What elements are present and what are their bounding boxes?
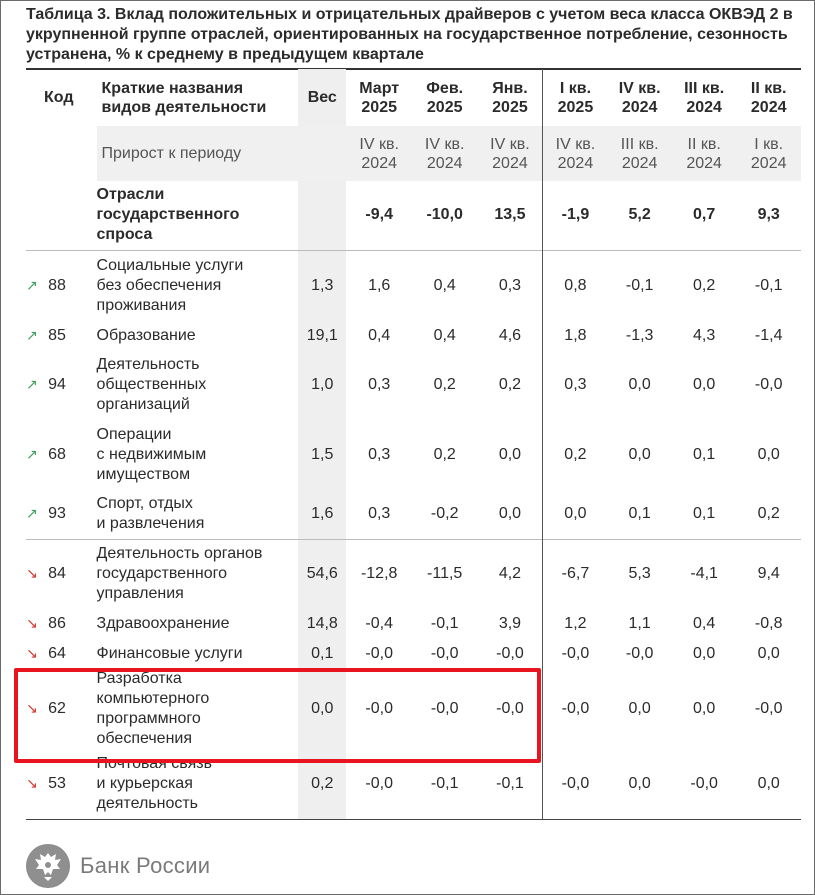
total-value: -1,9 [543,181,607,250]
header-period-line: 2024 [750,98,787,116]
row-value: -4,1 [672,539,736,609]
row-value: 0,1 [693,445,716,463]
row-weight: 1,0 [298,350,346,420]
arrow-up-right-icon: ↗ [26,376,38,392]
row-weight: 1,5 [298,420,346,489]
row-code: 94 [48,376,66,393]
row-value: -0,0 [496,700,524,717]
row-weight: 0,1 [298,639,346,669]
row-code: 84 [48,565,66,583]
row-value: 0,3 [477,250,543,321]
row-code: 62 [48,700,66,717]
row-value: 0,0 [607,749,671,819]
arrow-up-right-icon: ↗ [26,504,38,521]
row-name [97,749,299,819]
row-value: -0,0 [543,639,607,669]
row-value: 5,3 [607,539,671,609]
row-value: -0,0 [365,700,393,717]
row-weight: 14,8 [298,609,346,639]
row-value: -0,1 [607,250,671,321]
row-name-line: общественных [96,376,207,393]
row-code-cell [26,321,97,350]
subheader-base [477,126,543,181]
subheader-label: Прирост к периоду [97,126,299,181]
row-value: 1,2 [543,609,607,639]
header-period-line: Фев. [426,79,464,97]
header-period-line: IV кв. [618,79,661,97]
row-value: 0,3 [368,376,391,393]
row-value: 3,9 [498,615,522,632]
header-name-line: Краткие названия [101,79,244,97]
row-name [97,321,299,350]
row-value: -0,0 [672,749,736,819]
row-value: 0,2 [433,445,456,463]
row-code-cell [26,250,97,321]
row-value: 0,2 [757,504,780,522]
header-period [543,69,607,126]
subheader-base [412,126,478,181]
header-period [346,69,412,126]
row-value: 0,4 [433,326,456,344]
row-value: 0,3 [368,504,391,522]
subheader-base-line: I кв. [754,135,784,153]
row-code-cell [26,609,97,639]
subheader-base-line: IV кв. [424,135,465,153]
row-value: -6,7 [543,539,607,609]
row-name-line: Деятельность [96,356,200,373]
table-row [26,350,801,420]
row-value: 1,6 [346,250,412,321]
row-value: 0,0 [757,645,780,662]
row-name-line: программного [96,710,201,727]
header-period-line: 2025 [557,98,594,116]
row-value: -0,1 [412,749,478,819]
header-period-line: 2024 [686,98,722,116]
row-value: -0,0 [543,669,607,749]
row-value: -12,8 [346,539,412,609]
total-value: 9,3 [757,206,780,224]
row-code-cell [26,669,97,749]
header-period [672,69,736,126]
subheader-base-line: III кв. [620,135,659,153]
row-name [97,639,299,669]
row-code-cell [26,350,97,420]
header-period-line: Янв. [492,79,528,97]
subheader-base [543,126,607,181]
double-headed-eagle-icon [26,844,70,888]
row-name-line: компьютерного [96,690,210,707]
row-name-line: Социальные услуги [96,256,244,274]
total-name-line: спроса [96,226,153,244]
arrow-down-right-icon: ↘ [26,615,38,631]
row-name-line: Спорт, отдых [96,494,193,512]
header-period-line: 2025 [361,98,397,116]
arrow-down-right-icon: ↘ [26,700,38,716]
total-name [97,181,299,250]
row-value: -0,2 [430,504,459,522]
total-value: 5,2 [628,206,651,224]
row-weight: 0,0 [298,669,346,749]
row-code: 88 [48,276,66,294]
table-row [26,250,801,321]
total-value: -10,0 [426,206,463,224]
subheader-base-line: II кв. [687,135,721,153]
table-title: Таблица 3. Вклад положительных и отрицательных драйверов с учетом веса класса ОКВЭД 2 в укрупненной группе отраслей, ориентированных на государственное потребление, сезонность устранена, % к среднему в предыдущем квартале [26,6,793,63]
row-value: 0,0 [628,700,651,717]
header-period-line: III кв. [684,79,725,97]
row-value: -0,1 [430,615,459,632]
arrow-down-right-icon: ↘ [26,774,38,791]
row-weight: 1,3 [298,250,346,321]
subheader-empty [26,126,97,181]
header-period-line: 2024 [621,98,658,116]
row-weight: 1,6 [298,489,346,539]
row-name [97,539,299,609]
table-row [26,539,801,609]
header-period-line: 2025 [492,98,528,116]
table-row [26,609,801,639]
row-name-line: Здравоохранение [96,615,230,632]
row-value: 1,8 [543,321,607,350]
total-value: -9,4 [365,206,393,224]
row-code: 85 [48,326,66,344]
row-value: -1,3 [625,326,654,344]
row-name-line: Почтовая связь [96,754,212,772]
bank-logo [26,844,210,888]
row-value: -0,0 [430,645,459,662]
row-value: -0,1 [736,250,801,321]
row-value: 0,0 [498,504,522,522]
row-name-line: и развлечения [96,514,205,532]
subheader-base-line: 2024 [492,154,528,172]
arrow-down-right-icon: ↘ [26,565,38,582]
total-weight-empty [298,181,346,250]
drivers-table [26,69,801,820]
row-value: 0,2 [543,420,607,489]
row-value: -0,0 [496,645,524,662]
row-code: 68 [48,445,66,463]
row-code-cell [26,749,97,819]
header-period [736,69,801,126]
row-weight: 19,1 [298,321,346,350]
row-value: -0,0 [346,749,412,819]
row-code-cell [26,639,97,669]
row-weight: 0,2 [298,749,346,819]
table-row [26,489,801,539]
row-name [97,669,299,749]
row-name-line: Образование [96,326,196,344]
row-name-line: обеспечения [96,730,193,747]
row-name-line: имуществом [96,465,191,483]
row-value: -0,0 [430,700,459,717]
row-value: 0,4 [412,250,478,321]
total-name-line: государственного [96,206,240,224]
subheader-base [672,126,736,181]
arrow-up-right-icon: ↗ [26,326,38,343]
row-value: -0,1 [477,749,543,819]
row-value: -0,0 [754,376,783,393]
row-name [97,350,299,420]
row-name-line: государственного [96,565,228,583]
header-period [412,69,478,126]
row-value: 0,0 [757,445,780,463]
row-value: 0,0 [543,489,607,539]
row-value: 0,4 [693,615,716,632]
row-name-line: проживания [96,296,187,314]
row-name-line: организаций [96,396,190,413]
row-value: 0,0 [628,445,651,463]
header-period-line: 2025 [426,98,463,116]
row-value: 0,4 [368,326,391,344]
header-name [97,69,299,126]
subheader-base-line: 2024 [361,154,397,172]
subheader-base-line: 2024 [686,154,722,172]
table-row [26,669,801,749]
header-period-line: I кв. [559,79,592,97]
subheader-base-line: IV кв. [555,135,596,153]
row-value: 0,2 [433,376,456,393]
row-value: 0,8 [543,250,607,321]
row-value: 0,0 [693,645,716,662]
row-name-line: Операции [96,425,172,443]
row-name [97,250,299,321]
row-name-line: Деятельность органов [96,545,263,563]
row-name-line: без обеспечения [96,276,222,294]
row-name-line: с недвижимым [96,445,207,463]
row-value: 0,1 [628,504,651,522]
total-name-line: Отрасли [96,186,165,204]
row-weight: 54,6 [298,539,346,609]
total-row [26,181,801,250]
row-value: 0,2 [672,250,736,321]
subheader-base [607,126,671,181]
row-name [97,420,299,489]
header-period-line: Март [359,79,400,97]
row-value: -0,0 [625,645,654,662]
subheader-base-line: IV кв. [359,135,399,153]
arrow-up-right-icon: ↗ [26,445,38,462]
header-period [607,69,671,126]
arrow-up-right-icon: ↗ [26,276,38,293]
total-value: 0,7 [693,206,716,224]
row-code: 64 [48,645,66,662]
row-code-cell [26,420,97,489]
row-value: 0,3 [368,445,391,463]
row-code-cell [26,489,97,539]
table-row [26,420,801,489]
row-value: 0,0 [693,376,716,393]
total-code-empty [26,181,97,250]
row-value: 0,0 [693,700,716,717]
row-value: 9,4 [736,539,801,609]
subheader-base-line: 2024 [426,154,463,172]
subheader-base-line: 2024 [621,154,658,172]
row-name [97,609,299,639]
row-value: 0,0 [628,376,651,393]
header-row [26,69,801,126]
brand-name: Банк России [80,853,211,878]
subheader-base [736,126,801,181]
row-value: 1,1 [628,615,651,632]
row-value: -0,0 [543,749,607,819]
row-name-line: деятельность [96,794,199,812]
row-name-line: управления [96,585,184,603]
row-value: 0,0 [498,445,522,463]
row-value: -0,8 [754,615,783,632]
row-value: 4,6 [498,326,522,344]
subheader-base-line: IV кв. [490,135,530,153]
row-name [97,489,299,539]
arrow-down-right-icon: ↘ [26,645,38,661]
row-value: 4,2 [477,539,543,609]
subheader-row [26,126,801,181]
row-value: 4,3 [693,326,716,344]
row-value: 0,0 [736,749,801,819]
table-row [26,321,801,350]
row-value: -0,0 [365,645,393,662]
row-value: 0,1 [693,504,716,522]
row-code-cell [26,539,97,609]
row-value: -0,4 [365,615,393,632]
header-code: Код [44,89,74,106]
header-name-line: видов деятельности [101,98,267,116]
subheader-base-line: 2024 [750,154,787,172]
row-code: 53 [48,774,66,792]
subheader-base-line: 2024 [557,154,594,172]
row-value: -11,5 [412,539,478,609]
row-value: 0,2 [498,376,522,393]
row-name-line: Финансовые услуги [96,645,243,662]
header-period-line: II кв. [750,79,787,97]
header-period [477,69,543,126]
row-code: 86 [48,615,66,632]
row-value: -0,0 [754,700,783,717]
subheader-weight-empty [298,126,346,181]
row-name-line: Разработка [96,670,182,687]
table-row [26,639,801,669]
total-value: 13,5 [494,206,526,224]
subheader-base [346,126,412,181]
row-name-line: и курьерская [96,774,193,792]
header-weight: Вес [298,69,346,126]
row-value: -1,4 [754,326,783,344]
table-row [26,749,801,819]
row-code: 93 [48,504,66,522]
row-value: 0,3 [543,350,607,420]
